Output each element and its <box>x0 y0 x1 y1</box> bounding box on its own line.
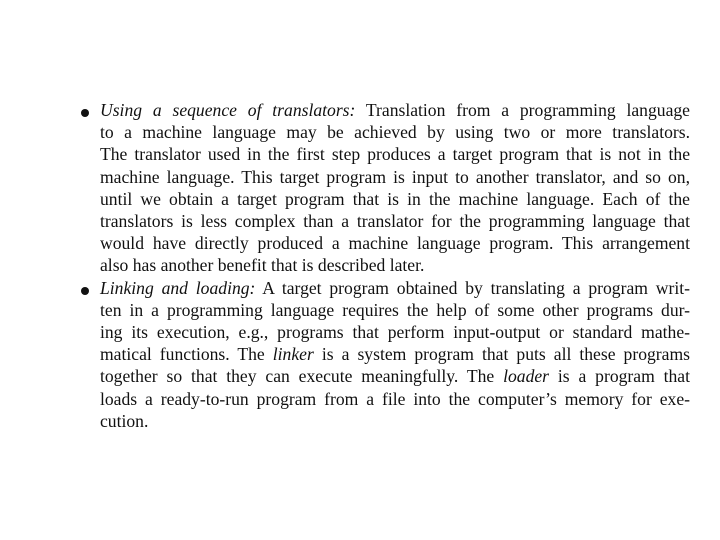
text-segment: A target program obtained by translating a program writ- <box>255 277 690 298</box>
text-segment: until we obtain a target program that is in the machine language. Each of the <box>100 188 690 209</box>
bullet-item-translators <box>78 99 690 277</box>
bullet-list <box>78 99 690 432</box>
italic-term: Using a sequence of translators: <box>100 100 356 120</box>
text-segment: translators is less complex than a translator for the programming language that <box>100 211 690 232</box>
text-segment: is a system program that puts all these programs <box>313 344 690 365</box>
text-line <box>100 188 690 210</box>
text-segment: The translator used in the first step produces a target program that is not in the <box>100 144 690 165</box>
text-line <box>100 321 690 343</box>
bullet-dot <box>81 109 89 117</box>
text-segment: ten in a programming language requires the help of some other programs dur- <box>100 299 690 320</box>
text-segment: cution. <box>100 410 149 431</box>
italic-term: loader <box>503 366 550 387</box>
text-line <box>100 99 690 121</box>
text-line <box>100 121 690 143</box>
text-line <box>100 410 690 432</box>
text-segment: to a machine language may be achieved by using two or more translators. <box>100 122 690 143</box>
text-segment: matical functions. The <box>100 344 273 365</box>
text-segment: ing its execution, e.g., programs that perform input-output or standard mathe- <box>100 322 690 343</box>
item-text <box>100 277 690 432</box>
text-line <box>100 232 690 254</box>
text-line <box>100 343 690 365</box>
text-line <box>100 388 690 410</box>
text-segment: would have directly produced a machine language program. This arrangement <box>100 233 690 254</box>
text-segment: machine language. This target program is input to another translator, and so on, <box>100 166 690 187</box>
text-line <box>100 254 690 276</box>
text-line <box>100 299 690 321</box>
text-segment: together so that they can execute meaningfully. The <box>100 366 504 387</box>
bullet-item-linking-loading <box>78 277 690 432</box>
text-segment: Translation from a programming language <box>355 100 690 120</box>
text-segment: also has another benefit that is described later. <box>100 255 425 276</box>
text-segment: loads a ready-to-run program from a file into the computer’s memory for exe- <box>100 388 690 409</box>
text-segment: is a program that <box>549 366 691 387</box>
text-line <box>100 365 690 387</box>
text-line <box>100 166 690 188</box>
italic-term: linker <box>272 344 314 365</box>
text-line <box>100 143 690 165</box>
text-line <box>100 210 690 232</box>
text-line <box>100 277 690 299</box>
italic-term: Linking and loading: <box>100 277 256 298</box>
item-text <box>100 99 690 277</box>
bullet-dot <box>81 287 89 295</box>
